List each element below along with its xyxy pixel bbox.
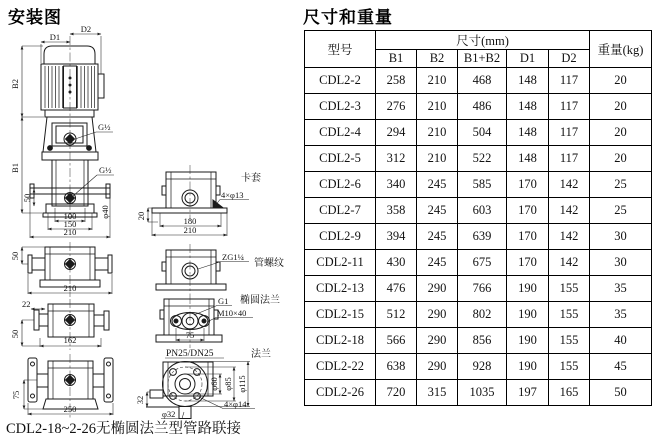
col-header-d2: D2 — [549, 50, 590, 68]
col-header-model: 型号 — [305, 31, 376, 68]
diagram-caption: CDL2-18~2-26无椭圆法兰型管路联接 — [6, 421, 242, 437]
dim-label-150: 150 — [63, 219, 77, 229]
col-header-b2: B2 — [417, 50, 458, 68]
dim-label-210: 210 — [63, 227, 77, 237]
dim-label-210c: 210 — [63, 283, 77, 293]
pump-assembly-drawing — [10, 24, 114, 238]
dim-label-phi85: φ85 — [223, 377, 233, 391]
table-row: CDL2-5 312 210 522 148 117 20 — [305, 146, 652, 172]
table-row: CDL2-18 566 290 856 190 155 40 — [305, 328, 652, 354]
thread-size-label: ZG1¼ — [222, 252, 244, 262]
dim-label-50b: 50 — [10, 251, 20, 261]
clamp-label: 卡套 — [241, 173, 261, 184]
dimensions-table — [304, 30, 652, 406]
dim-label-180: 180 — [183, 216, 197, 226]
col-header-size: 尺寸(mm) — [376, 31, 590, 50]
table-row: CDL2-13 476 290 766 190 155 35 — [305, 276, 652, 302]
col-header-weight: 重量(kg) — [590, 31, 652, 68]
table-row: CDL2-6 340 245 585 170 142 25 — [305, 172, 652, 198]
dim-label-d2: D2 — [80, 24, 92, 34]
dim-label-75b: 75 — [11, 390, 21, 400]
col-header-d1: D1 — [507, 50, 549, 68]
table-row: CDL2-7 358 245 603 170 142 25 — [305, 198, 652, 224]
dim-label-50: 50 — [22, 193, 32, 203]
pump-head-view-c — [11, 354, 113, 418]
table-row: CDL2-22 638 290 928 190 155 45 — [305, 354, 652, 380]
dim-label-50c: 50 — [10, 329, 20, 339]
dim-label-210b: 210 — [183, 225, 197, 235]
port-label-g-bottom: G½ — [99, 165, 112, 175]
pipe-thread-detail-drawing — [156, 244, 284, 295]
oval-g1-label: G1 — [218, 296, 229, 306]
table-row: CDL2-11 430 245 675 170 142 30 — [305, 250, 652, 276]
table-row: CDL2-3 276 210 486 148 117 20 — [305, 94, 652, 120]
clamp-holes-label: 4×φ13 — [221, 190, 244, 200]
installation-diagram — [0, 24, 300, 419]
dim-label-phi32: φ32 — [162, 409, 176, 419]
table-row: CDL2-4 294 210 504 148 117 20 — [305, 120, 652, 146]
col-header-b1: B1 — [376, 50, 417, 68]
dim-label-d1: D1 — [49, 32, 61, 42]
dim-label-phi115: φ115 — [237, 375, 247, 393]
pump-head-view-b — [10, 299, 109, 350]
dim-label-phi40: φ40 — [100, 205, 110, 219]
col-header-b1b2: B1+B2 — [458, 50, 507, 68]
flange-detail-drawing — [135, 347, 271, 419]
flange-holes-label: 4×φ14 — [224, 399, 247, 409]
pump-head-view-a — [10, 242, 112, 297]
table-row: CDL2-2 258 210 468 148 117 20 — [305, 68, 652, 94]
table-row: CDL2-15 512 290 802 190 155 35 — [305, 302, 652, 328]
clamp-detail-drawing — [136, 165, 261, 236]
oval-bolt-label: M10×40 — [217, 308, 247, 318]
port-label-g-top: G½ — [98, 122, 111, 132]
dim-label-phi60: φ60 — [209, 377, 219, 391]
dim-label-162: 162 — [63, 335, 77, 345]
dim-label-20: 20 — [136, 211, 146, 221]
dim-label-32: 32 — [135, 395, 145, 405]
dim-label-b2: B2 — [10, 79, 20, 89]
dim-label-250: 250 — [63, 404, 77, 414]
thread-label: 管螺纹 — [254, 258, 284, 269]
flange-label: 法兰 — [251, 349, 271, 360]
dimensions-weight-title: 尺寸和重量 — [303, 8, 393, 27]
dim-label-22: 22 — [22, 299, 31, 309]
oval-flange-label: 椭圆法兰 — [240, 295, 280, 306]
table-header-row — [305, 31, 652, 50]
dim-label-75: 75 — [185, 330, 195, 340]
flange-size-label: PN25/DN25 — [166, 349, 214, 359]
oval-flange-detail-drawing — [156, 293, 280, 348]
dim-label-b1: B1 — [10, 163, 20, 173]
dim-label-100: 100 — [63, 211, 77, 221]
table-row: CDL2-9 394 245 639 170 142 30 — [305, 224, 652, 250]
table-row: CDL2-26 720 315 1035 197 165 50 — [305, 380, 652, 406]
installation-diagram-title: 安装图 — [8, 8, 62, 27]
